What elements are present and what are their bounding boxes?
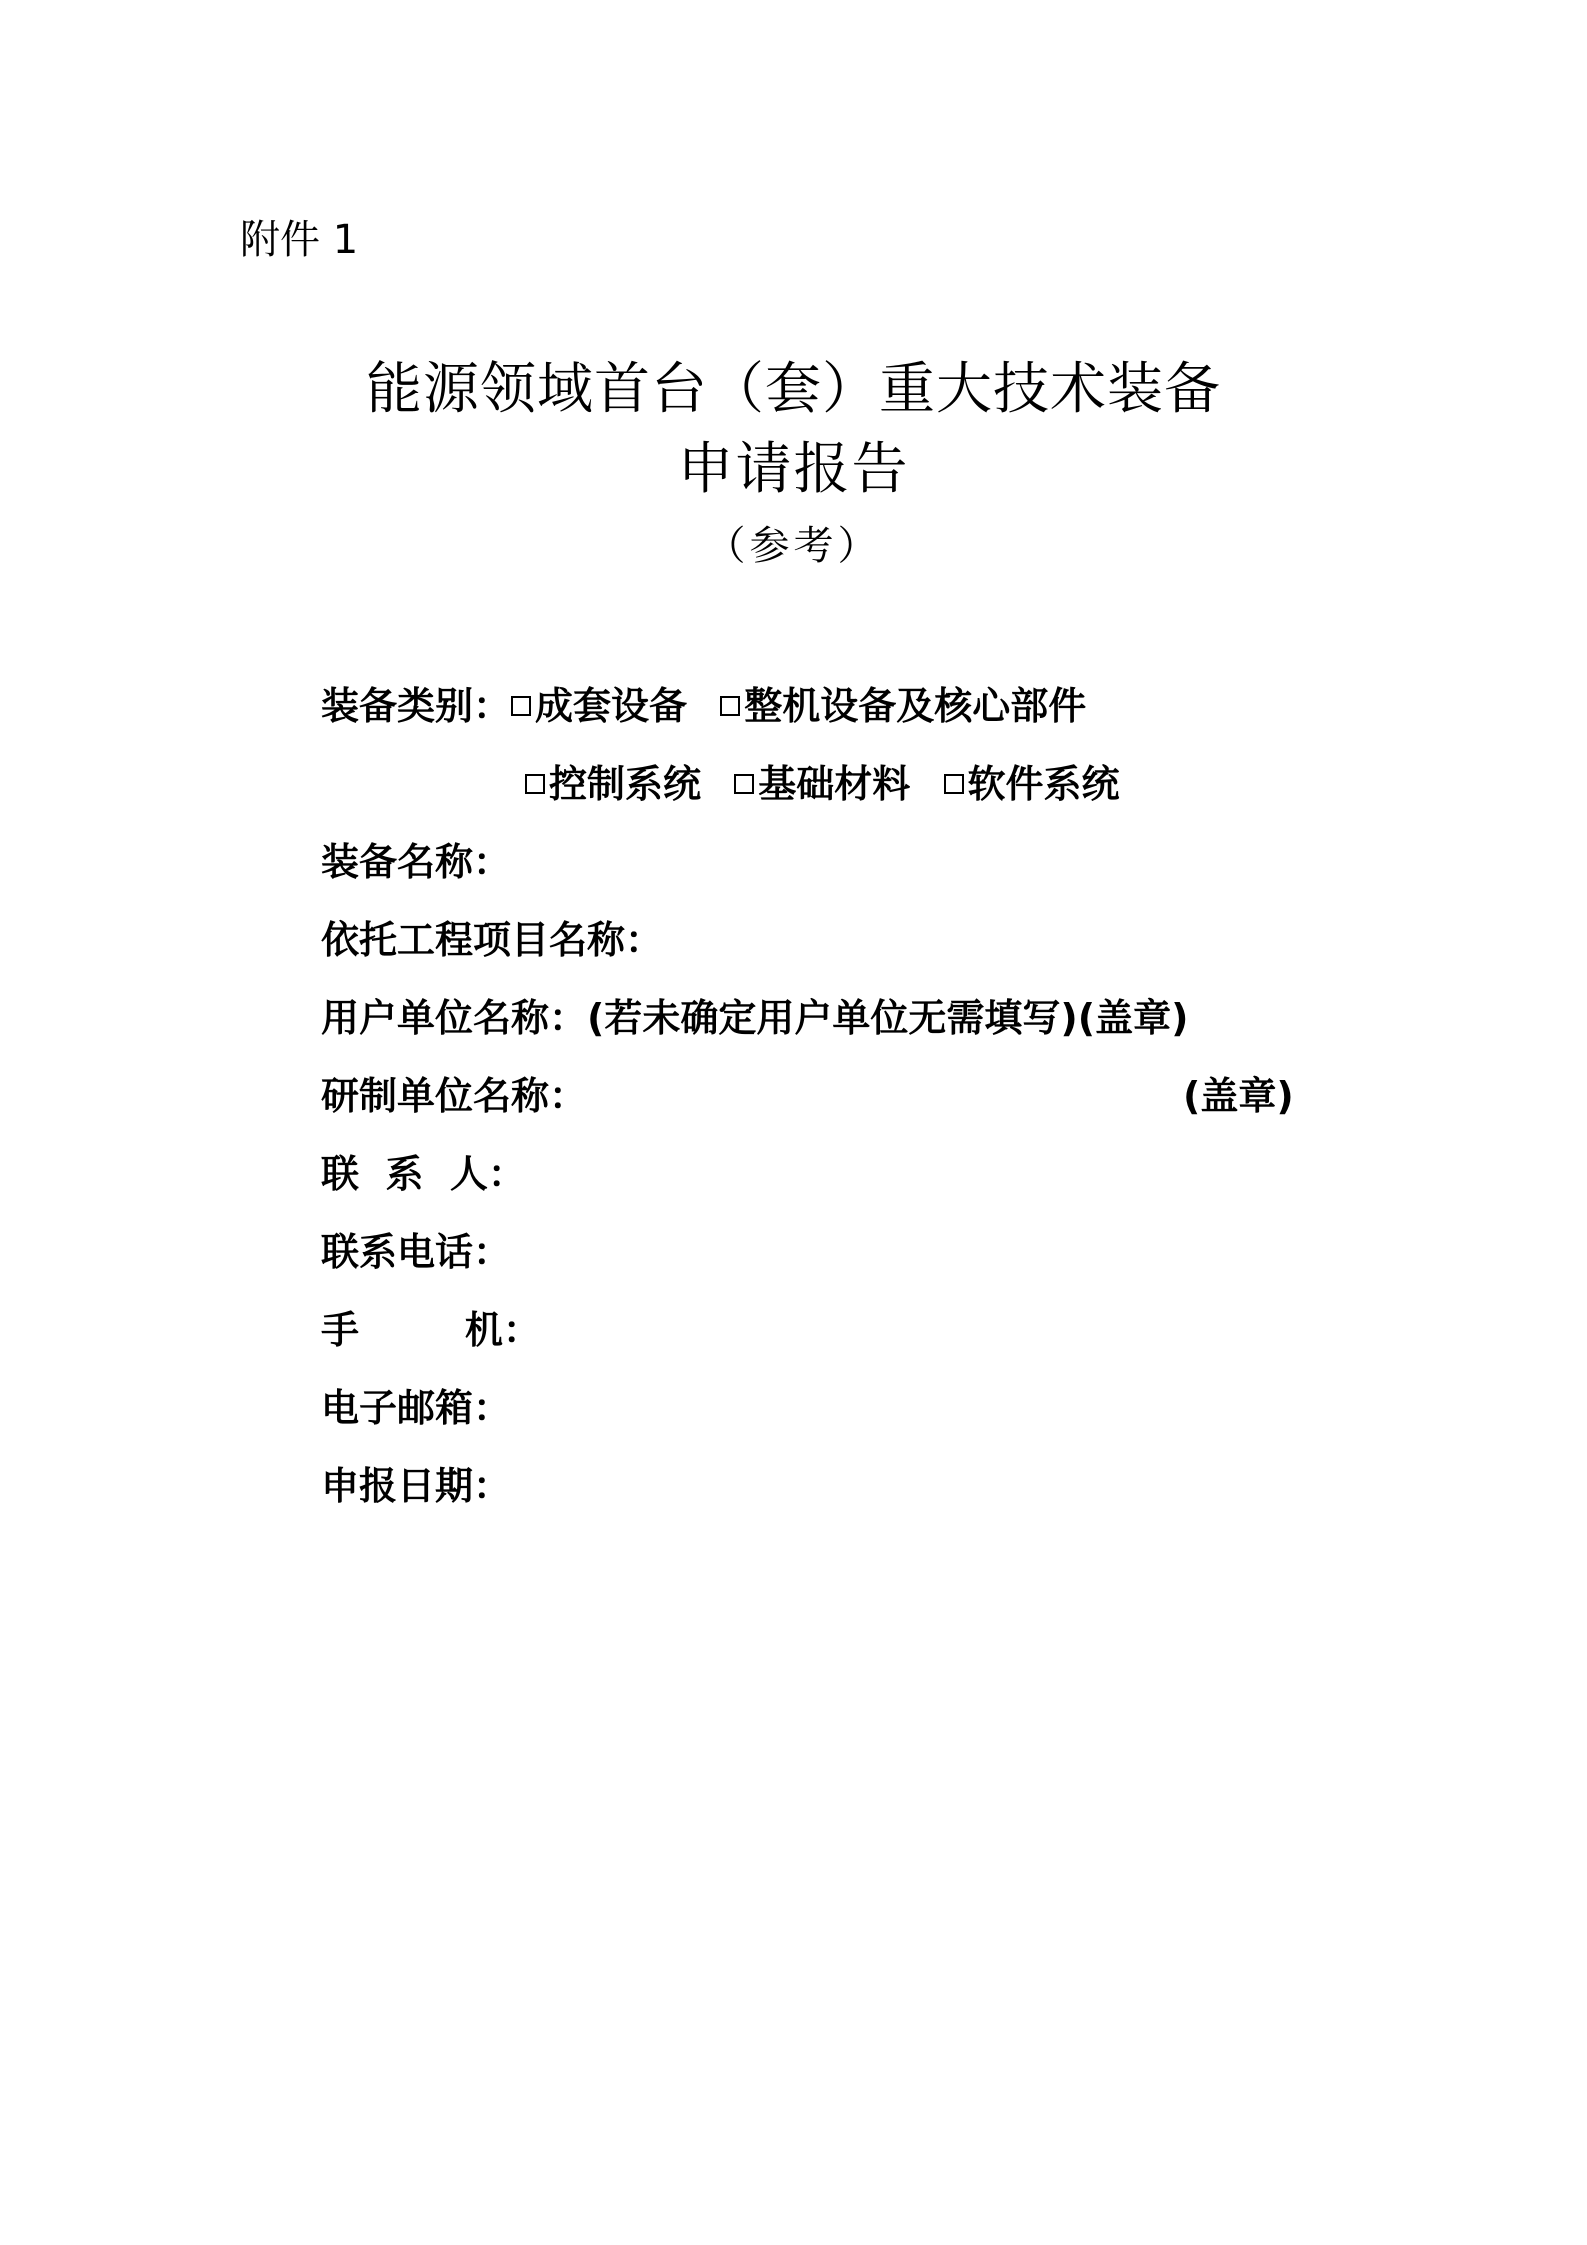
dev-unit-row (321, 1066, 1321, 1144)
category-option[interactable] (525, 754, 701, 814)
project-name-label: 依托工程项目名称： (321, 918, 664, 962)
contact-phone-row (321, 1222, 1321, 1300)
equipment-name-label: 装备名称： (321, 840, 512, 884)
category-option-label: 软件系统 (967, 762, 1120, 806)
category-option-label: 整机设备及核心部件 (744, 684, 1087, 728)
project-name-row (321, 910, 1321, 988)
checkbox-icon[interactable] (734, 774, 754, 794)
dev-unit-label: 研制单位名称： (321, 1074, 588, 1118)
user-unit-label: 用户单位名称：(若未确定用户单位无需填写)(盖章) (321, 996, 1189, 1040)
mobile-row (321, 1300, 1321, 1378)
contact-person-label: 联 系 人： (321, 1152, 526, 1196)
category-label: 装备类别： (321, 684, 512, 728)
category-row-2 (321, 754, 1321, 832)
email-row (321, 1378, 1321, 1456)
document-title-line2: 申请报告 (677, 437, 910, 502)
user-unit-row (321, 988, 1321, 1066)
checkbox-icon[interactable] (525, 774, 545, 794)
category-option-label: 控制系统 (549, 762, 702, 806)
apply-date-row (321, 1456, 1321, 1534)
email-label: 电子邮箱： (321, 1386, 512, 1430)
category-option[interactable] (511, 676, 687, 736)
contact-person-row (321, 1144, 1321, 1222)
equipment-name-row (321, 832, 1321, 910)
category-option[interactable] (734, 754, 910, 814)
apply-date-label: 申报日期： (321, 1464, 512, 1508)
document-subtitle: （参考） (705, 523, 882, 569)
checkbox-icon[interactable] (944, 774, 964, 794)
category-options-row1 (511, 676, 1106, 736)
category-option[interactable] (944, 754, 1120, 814)
category-option[interactable] (720, 676, 1086, 736)
document-title-line1: 能源领域首台（套）重大技术装备 (366, 357, 1221, 422)
mobile-label: 手 机： (321, 1308, 541, 1352)
contact-phone-label: 联系电话： (321, 1230, 512, 1274)
category-row-1 (321, 676, 1321, 754)
category-option-label: 基础材料 (758, 762, 911, 806)
dev-unit-seal: (盖章) (1183, 1074, 1294, 1118)
application-form (321, 676, 1321, 1534)
checkbox-icon[interactable] (720, 696, 740, 716)
checkbox-icon[interactable] (511, 696, 531, 716)
attachment-label: 附件 1 (240, 217, 359, 263)
category-option-label: 成套设备 (535, 684, 688, 728)
